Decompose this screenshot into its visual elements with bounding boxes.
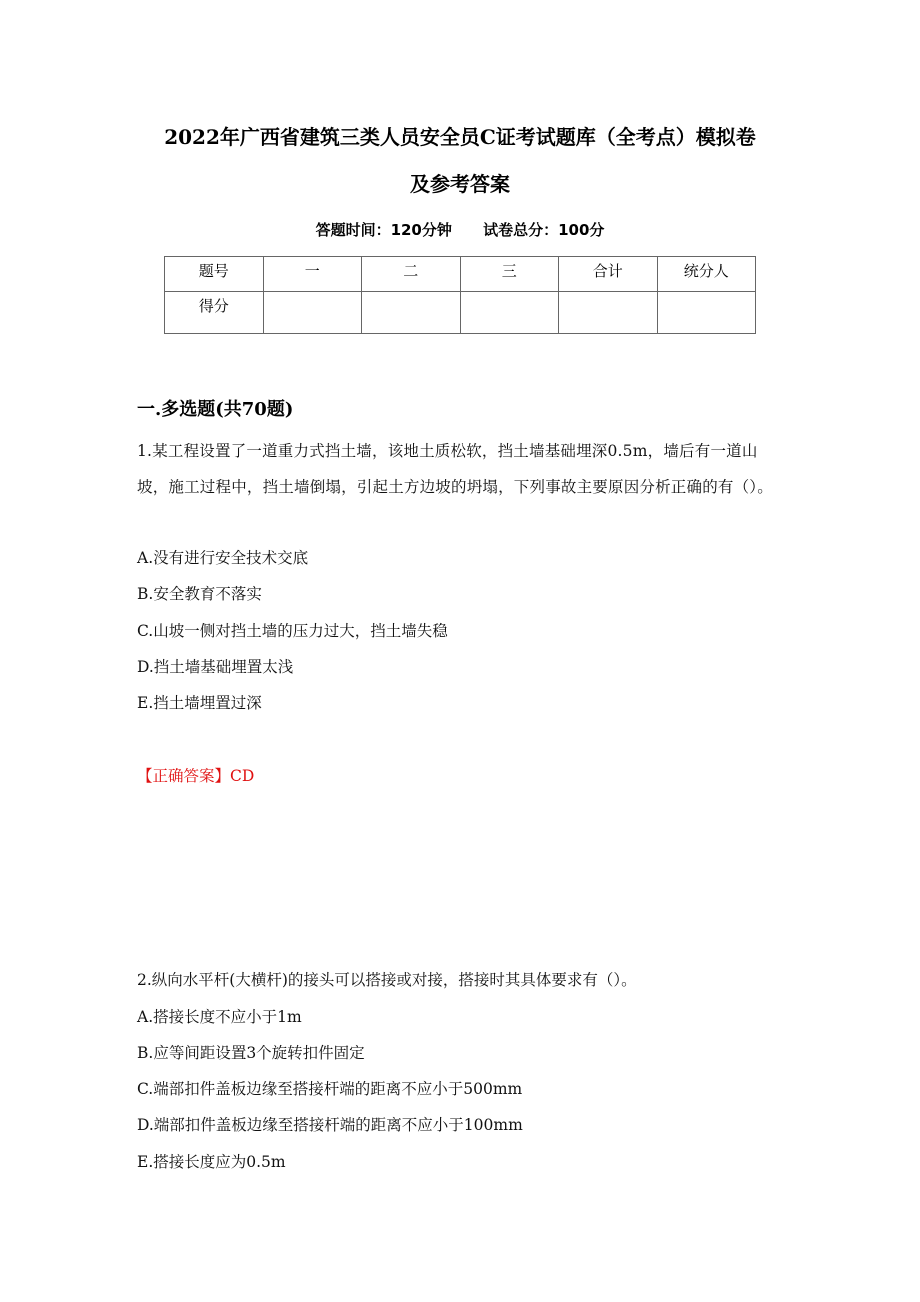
question-2-text: 2.纵向水平杆(大横杆)的接头可以搭接或对接，搭接时其具体要求有（）。 — [137, 971, 637, 989]
question-1-option-e: E.挡土墙埋置过深 — [137, 694, 262, 712]
score-row-label: 得分 — [165, 292, 264, 334]
document-title-line-2: 及参考答案 — [410, 172, 510, 196]
score-cell — [362, 292, 461, 334]
score-cell — [263, 292, 362, 334]
question-1-option-c: C.山坡一侧对挡土墙的压力过大，挡土墙失稳 — [137, 622, 448, 640]
question-2-option-e: E.搭接长度应为0.5m — [137, 1153, 286, 1171]
question-1-text: 1.某工程设置了一道重力式挡土墙，该地土质松软，挡土墙基础埋深0.5m，墙后有一道山坡，施工过程中，挡土墙倒塌，引起土方边坡的坍塌，下列事故主要原因分析正确的有（）。 — [137, 442, 773, 496]
score-table-score-row — [165, 292, 756, 334]
score-cell — [559, 292, 658, 334]
document-title-line-1: 2022年广西省建筑三类人员安全员C证考试题库（全考点）模拟卷 — [164, 125, 756, 149]
header-cell: 题号 — [165, 257, 264, 292]
header-cell: 合计 — [559, 257, 658, 292]
question-2-option-c: C.端部扣件盖板边缘至搭接杆端的距离不应小于500mm — [137, 1080, 523, 1098]
score-cell — [657, 292, 756, 334]
question-2-option-b: B.应等间距设置3个旋转扣件固定 — [137, 1044, 365, 1062]
section-heading: 一.多选题(共70题) — [137, 399, 294, 420]
question-2-option-d: D.端部扣件盖板边缘至搭接杆端的距离不应小于100mm — [137, 1116, 523, 1134]
header-cell: 三 — [460, 257, 559, 292]
question-1-answer: 【正确答案】CD — [137, 767, 255, 785]
exam-time: 答题时间：120分钟 — [315, 221, 452, 239]
question-1-option-d: D.挡土墙基础埋置太浅 — [137, 658, 294, 676]
score-table-header-row — [165, 257, 756, 292]
header-cell: 一 — [263, 257, 362, 292]
question-2-option-a: A.搭接长度不应小于1m — [137, 1008, 302, 1026]
question-1-option-b: B.安全教育不落实 — [137, 585, 262, 603]
score-table — [164, 256, 756, 334]
score-cell — [460, 292, 559, 334]
header-cell: 统分人 — [657, 257, 756, 292]
question-1-option-a: A.没有进行安全技术交底 — [137, 549, 309, 567]
header-cell: 二 — [362, 257, 461, 292]
exam-total-score: 试卷总分：100分 — [483, 221, 605, 239]
exam-meta — [0, 219, 920, 241]
